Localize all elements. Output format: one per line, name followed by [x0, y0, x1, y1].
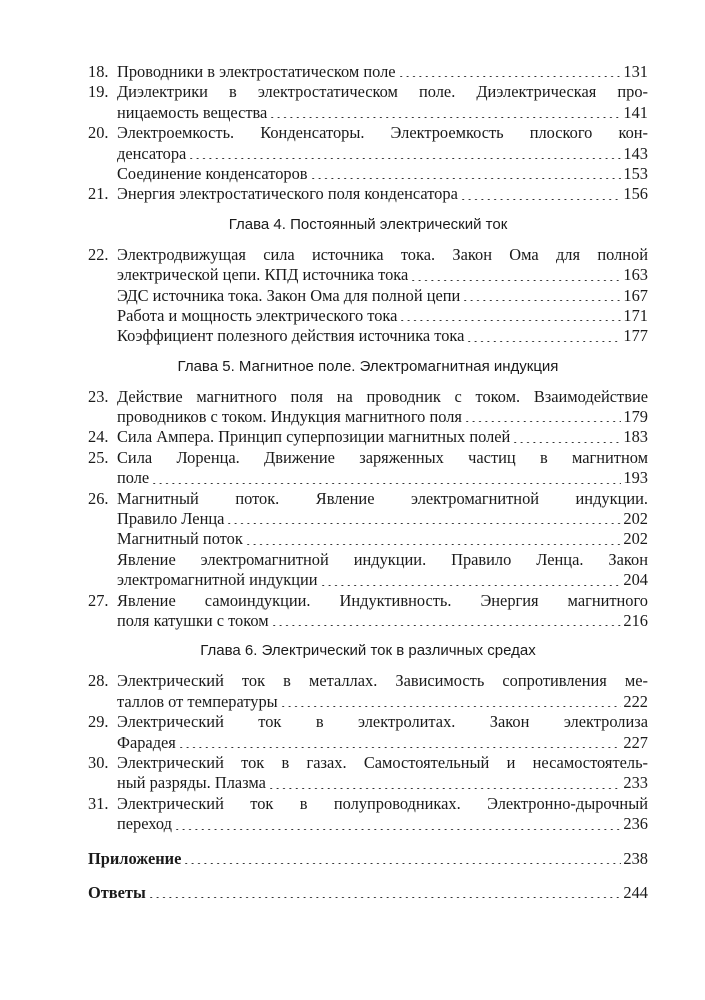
dot-leader: [464, 421, 621, 422]
toc-entry-line: [88, 712, 648, 732]
dot-leader: [226, 523, 621, 524]
dot-leader: [151, 483, 621, 484]
dot-leader: [320, 585, 622, 586]
entry-page-number: 204: [623, 570, 648, 590]
entry-page-number: 202: [623, 509, 648, 529]
dot-leader: [512, 442, 621, 443]
entry-title: поле: [117, 468, 150, 488]
toc-entry-line: [88, 448, 648, 468]
dot-leader: [280, 706, 622, 707]
toc-entry-line[interactable]: [88, 326, 648, 346]
toc-entry-line: [88, 489, 648, 509]
entry-title: ЭДС источника тока. Закон Ома для полной цепи: [117, 285, 461, 305]
entry-title: Энергия электростатического поля конденсатора: [117, 184, 458, 204]
toc-entry-line[interactable]: [88, 62, 648, 82]
entry-number: 24.: [88, 427, 109, 447]
dot-leader: [460, 199, 622, 200]
appendix-page: 238: [623, 848, 648, 868]
toc-entry-line[interactable]: [88, 611, 648, 631]
dot-leader: [410, 280, 621, 281]
entry-number: 26.: [88, 488, 109, 508]
entry-title: Диэлектрики в электростатическом поле. Диэлектрическая про-: [117, 82, 648, 102]
entry-title: Электродвижущая сила источника тока. Закон Ома для полной: [117, 244, 648, 264]
toc-entry-line: [88, 245, 648, 265]
toc-entry-appendix[interactable]: [88, 849, 648, 869]
toc-entry-line: [88, 591, 648, 611]
toc-entry-line[interactable]: [88, 286, 648, 306]
entry-number: 18.: [88, 62, 109, 81]
entry-title: проводников с током. Индукция магнитного поля: [117, 407, 462, 427]
entry-title: ный разряды. Плазма: [117, 773, 266, 793]
entry-page-number: 193: [623, 468, 648, 488]
entry-page-number: 227: [623, 732, 648, 752]
entry-title: Электрический ток в полупроводниках. Электронно-дырочный: [117, 793, 648, 813]
entry-page-number: 167: [623, 285, 648, 305]
table-of-contents: [88, 62, 648, 903]
entry-title: Коэффициент полезного действия источника тока: [117, 326, 465, 346]
section-items-1: [88, 62, 648, 205]
chapter-4-heading: Глава 4. Постоянный электрический ток: [228, 215, 508, 233]
entry-page-number: 143: [623, 143, 648, 163]
entry-number: 25.: [88, 447, 109, 467]
toc-entry-line: [88, 550, 648, 570]
entry-title: Сила Ампера. Принцип суперпозиции магнитных полей: [117, 427, 511, 447]
dot-leader: [271, 625, 622, 626]
entry-title: таллов от температуры: [117, 691, 278, 711]
entry-number: 29.: [88, 712, 109, 732]
entry-title: Явление электромагнитной индукции. Правило Ленца. Закон: [117, 549, 648, 569]
entry-page-number: 141: [623, 102, 648, 122]
toc-entry-line[interactable]: [88, 103, 648, 123]
entry-page-number: 131: [623, 62, 648, 81]
entry-title: Фарадея: [117, 732, 176, 752]
entry-title: Проводники в электростатическом поле: [117, 62, 396, 81]
entry-title: ницаемость вещества: [117, 102, 268, 122]
entry-title: Электрический ток в газах. Самостоятельный и несамостоятель-: [117, 752, 648, 772]
entry-number: 23.: [88, 386, 109, 406]
toc-entry-line[interactable]: [88, 427, 648, 447]
entry-page-number: 163: [623, 265, 648, 285]
toc-entry-line[interactable]: [88, 468, 648, 488]
toc-entry-line[interactable]: [88, 570, 648, 590]
entry-title: Электрический ток в металлах. Зависимость сопротивления ме-: [117, 671, 648, 691]
entry-title: Явление самоиндукции. Индуктивность. Энергия магнитного: [117, 590, 648, 610]
toc-entry-line[interactable]: [88, 407, 648, 427]
dot-leader: [462, 300, 621, 301]
toc-entry-line[interactable]: [88, 164, 648, 184]
toc-entry-line: [88, 387, 648, 407]
toc-entry-line: [88, 753, 648, 773]
entry-title: Электрический ток в электролитах. Закон электролиза: [117, 712, 648, 732]
entry-title: электромагнитной индукции: [117, 570, 318, 590]
dot-leader: [269, 117, 621, 118]
toc-entry-line[interactable]: [88, 529, 648, 549]
toc-entry-line: [88, 123, 648, 143]
entry-page-number: 179: [623, 407, 648, 427]
chapter-5-heading: Глава 5. Магнитное поле. Электромагнитная индукция: [177, 357, 559, 375]
dot-leader: [310, 178, 622, 179]
dot-leader: [174, 829, 621, 830]
entry-title: Работа и мощность электрического тока: [117, 305, 398, 325]
entry-page-number: 153: [623, 163, 648, 183]
entry-number: 28.: [88, 671, 109, 691]
dot-leader: [178, 747, 622, 748]
dot-leader: [399, 320, 621, 321]
entry-title: Электроемкость. Конденсаторы. Электроемкость плоского кон-: [117, 123, 648, 143]
toc-entry-line[interactable]: [88, 144, 648, 164]
entry-title: электрической цепи. КПД источника тока: [117, 265, 409, 285]
entry-number: 31.: [88, 793, 109, 813]
toc-entry-line[interactable]: [88, 692, 648, 712]
section-items-5: [88, 387, 648, 632]
section-items-4: [88, 245, 648, 347]
answers-page: 244: [623, 882, 648, 902]
entry-page-number: 177: [623, 326, 648, 346]
entry-number: 30.: [88, 752, 109, 772]
entry-title: Магнитный поток. Явление электромагнитной индукции.: [117, 488, 648, 508]
entry-title: Действие магнитного поля на проводник с током. Взаимодействие: [117, 386, 648, 406]
toc-entry-line[interactable]: [88, 733, 648, 753]
dot-leader: [188, 158, 621, 159]
entry-title: денсатора: [117, 143, 187, 163]
entry-page-number: 183: [623, 427, 648, 447]
entry-number: 20.: [88, 123, 109, 143]
dot-leader: [183, 863, 621, 864]
toc-entry-line[interactable]: [88, 814, 648, 834]
toc-entry-line[interactable]: [88, 306, 648, 326]
entry-title: Сила Лоренца. Движение заряженных частиц в магнитном: [117, 447, 648, 467]
dot-leader: [268, 788, 621, 789]
entry-title: поля катушки с током: [117, 610, 269, 630]
entry-page-number: 233: [623, 773, 648, 793]
entry-title: Соединение конденсаторов: [117, 163, 308, 183]
entry-title: переход: [117, 814, 172, 834]
toc-entry-line[interactable]: [88, 773, 648, 793]
entry-number: 21.: [88, 184, 109, 204]
dot-leader: [398, 76, 622, 77]
toc-entry-line[interactable]: [88, 184, 648, 204]
entry-title: Магнитный поток: [117, 529, 243, 549]
entry-title: Правило Ленца: [117, 509, 225, 529]
entry-page-number: 236: [623, 814, 648, 834]
section-items-6: [88, 671, 648, 834]
chapter-6-heading: Глава 6. Электрический ток в различных средах: [200, 642, 536, 660]
dot-leader: [245, 544, 622, 545]
entry-page-number: 216: [623, 610, 648, 630]
entry-number: 19.: [88, 82, 109, 102]
entry-page-number: 202: [623, 529, 648, 549]
answers-title: Ответы: [88, 882, 146, 902]
entry-number: 27.: [88, 590, 109, 610]
entry-number: 22.: [88, 244, 109, 264]
toc-entry-line: [88, 671, 648, 691]
entry-page-number: 222: [623, 691, 648, 711]
entry-page-number: 156: [623, 184, 648, 204]
dot-leader: [466, 341, 621, 342]
toc-entry-line: [88, 794, 648, 814]
toc-entry-line[interactable]: [88, 265, 648, 285]
appendix-title: Приложение: [88, 848, 182, 868]
toc-entry-line: [88, 82, 648, 102]
toc-entry-line[interactable]: [88, 509, 648, 529]
dot-leader: [148, 897, 622, 898]
entry-page-number: 171: [623, 305, 648, 325]
toc-entry-answers[interactable]: [88, 883, 648, 903]
